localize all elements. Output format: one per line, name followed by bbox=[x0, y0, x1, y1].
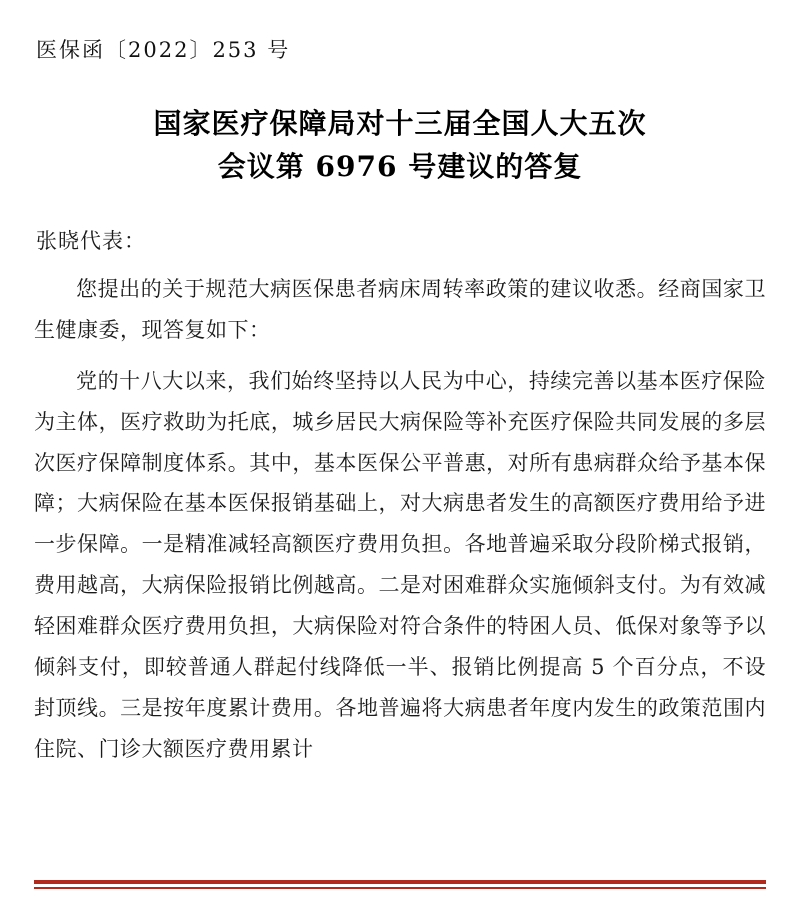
footer-rule-group bbox=[34, 880, 766, 889]
document-title bbox=[34, 102, 766, 189]
document-number: 医保函〔2022〕253 号 bbox=[36, 38, 291, 62]
title-line-2: 会议第 6976 号建议的答复 bbox=[217, 150, 583, 184]
body-paragraph-1: 您提出的关于规范大病医保患者病床周转率政策的建议收悉。经商国家卫生健康委，现答复如下： bbox=[34, 276, 766, 342]
title-line-1: 国家医疗保障局对十三届全国人大五次 bbox=[153, 107, 647, 140]
salutation: 张晓代表： bbox=[36, 228, 146, 253]
footer-rule-thin bbox=[34, 887, 766, 889]
body-paragraph-2: 党的十八大以来，我们始终坚持以人民为中心，持续完善以基本医疗保险为主体，医疗救助为托底，城乡居民大病保险等补充医疗保险共同发展的多层次医疗保障制度体系。其中，基本医保公平普惠，对所有患病群众给予基本保障；大病保险在基本医保报销基础上，对大病患者发生的高额医疗费用给予进一步保障。一是精准减轻高额医疗费用负担。各地普遍采取分段阶梯式报销，费用越高，大病保险报销比例越高。二是对困难群众实施倾斜支付。为有效减轻困难群众医疗费用负担，大病保险对符合条件的特困人员、低保对象等予以倾斜支付，即较普通人群起付线降低一半、报销比例提高 5 个百分点，不设封顶线。三是按年度累计费用。各地普遍将大病患者年度内发生的政策范围内住院、门诊大额医疗费用累计 bbox=[34, 368, 766, 762]
footer-rule-thick bbox=[34, 880, 766, 884]
